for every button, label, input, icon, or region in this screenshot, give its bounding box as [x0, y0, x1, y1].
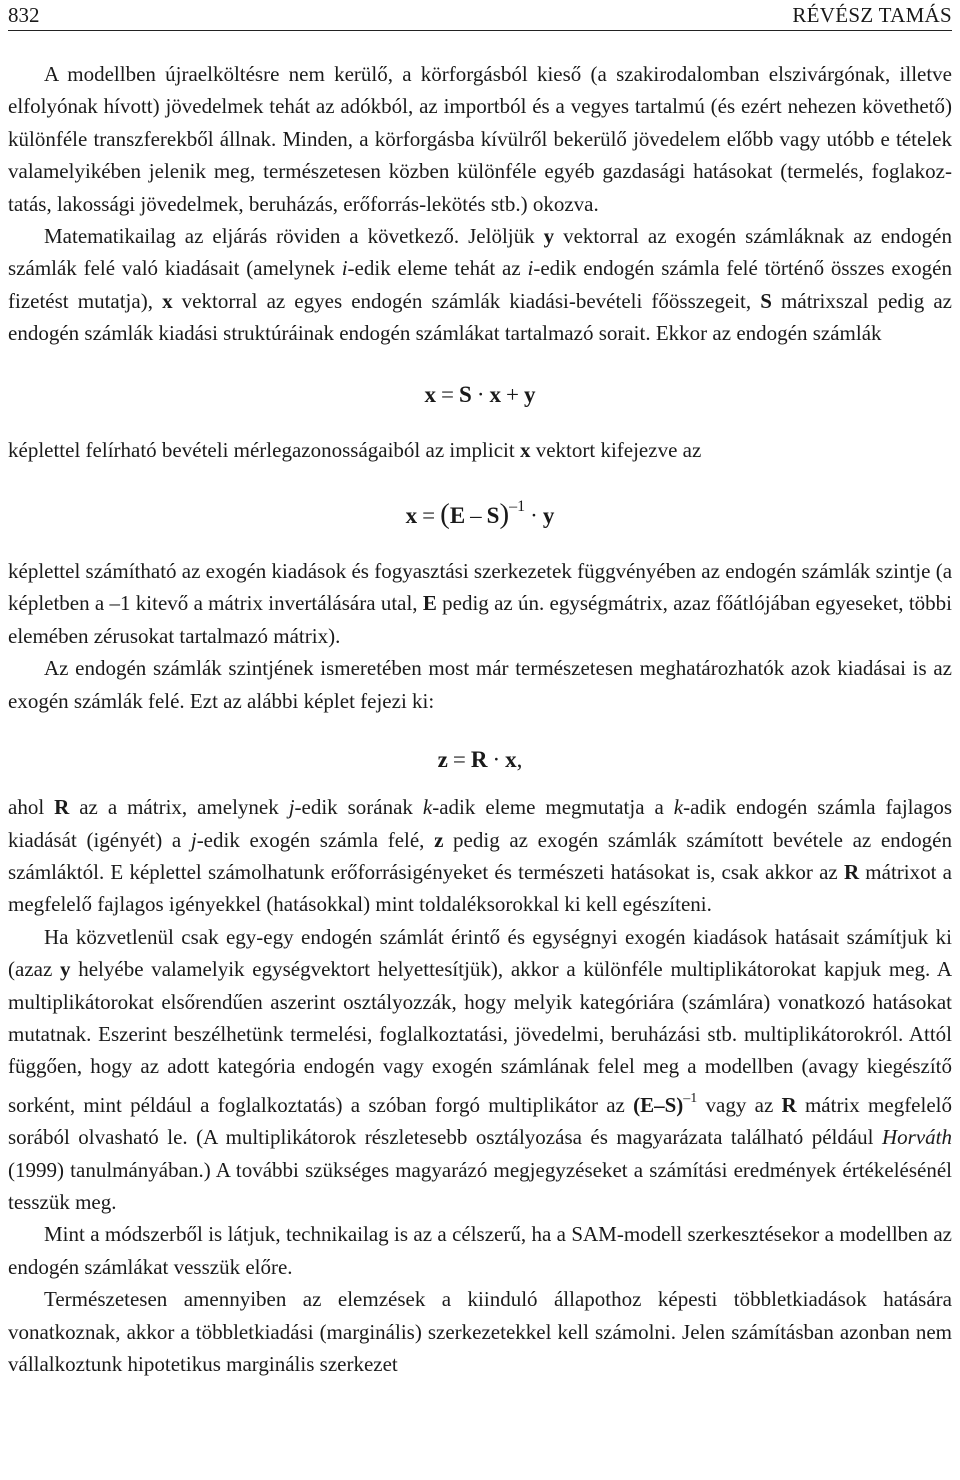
var-i: i	[341, 256, 348, 281]
paragraph-4: képlettel számítható az exogén kiadások és fogyasztási szerkezetek függvényében az endogén számlák szintje (a képletben a –1 kitevő a mátrix invertálására utal, E pedig az ún. egységmátrix, azaz főátlójában egyeseket, többi elemében zérusokat tartalmazó mátrix).	[8, 559, 953, 648]
paragraph-9: Természetesen amennyiben az elemzések a kiinduló állapothoz képesti többletkiadások hatására vonatkoznak, akkor a többletkiadási (marginális) szerkezetekkel kell számolni. Jelen számításban azonban nem vállalkoztunk hipotetikus marginális szerkezet	[8, 1287, 952, 1376]
paragraph-6: ahol R az a mátrix, amelynek j-edik sorának k-adik eleme megmutatja a k-adik endogén számla fajlagos kiadását (igényét) a j-edik exogén számla felé, z pedig az exogén számlák számított bevétele az endogén számláktól. E képlettel számolhatunk erőforrásigényeket és természeti hatásokat is, csak akkor az R mátrixot a megfelelő fajlagos igényekkel (hatásokkal) mint toldaléksorokkal ki kell egészíteni.	[8, 795, 952, 917]
equation-3: z = R · x,	[437, 747, 523, 773]
var-R: R	[843, 859, 860, 884]
var-x: x	[519, 437, 531, 462]
paragraph-2: Matematikailag az eljárás röviden a következő. Jelöljük y vektorral az exogén számláknak az endogén számlák felé való kiadásait (amelynek i-edik eleme tehát az i-edik endogén számla felé történő összes exogén fizetést mutatja), x vektorral az egyes endogén számlák kiadási-bevételi főösszegeit, S mátrixszal pedig az endogén számlák kiadási struktúráinak endogén számlákat tartalmazó sorait. Ekkor az endogén számlák	[8, 224, 953, 346]
cited-author: Horváth	[882, 1125, 952, 1150]
var-y: y	[60, 957, 71, 982]
var-R: R	[781, 1092, 797, 1117]
paragraph-7: Ha közvetlenül csak egy-egy endogén számlát érintő és egységnyi exogén kiadások hatásait számítjuk ki (azaz y helyébe valamelyik egységvektort helyettesítjük), akkor a különféle multiplikátorokat kapjuk meg. A multiplikátorokat elsőrendűen aszerint osztályozzák, hogy melyik kategóriára (számlára) vonatkozó hatásokat mutatnak. Eszerint beszélhetünk termelési, foglalkoztatási, jövedelmi, beruházási stb. multiplikátorokról. Attól függően, hogy az adott kategória endogén vagy exogén számlának felel meg a modellben (avagy kiegészítő sorként, mint például a foglalkoztatás) a szóban forgó multiplikátor az $(E-S)^{-1}$ vagy az R mátrix megfelelő sorából olvasható le. (A multiplikátorok részletesebb osztályozása és magyarázata található például Horváth (1999) tanulmányában.) A további szükséges magyarázó megjegyzéseket a számítási eredmények értékelésénél tesszük meg.	[8, 924, 952, 1214]
var-i: i	[527, 256, 534, 281]
var-S: S	[760, 288, 772, 313]
var-x: x	[162, 288, 173, 313]
paragraph-8: Mint a módszerből is látjuk, technikailag is az a célszerű, ha a SAM-modell szerkesztésekor a modellben az endogén számlákat vesszük előre.	[8, 1222, 952, 1279]
equation-1: x = S · x + y	[424, 381, 536, 407]
page-number: 832	[8, 3, 40, 27]
body-text	[8, 58, 952, 1380]
page-header	[8, 0, 952, 31]
matrix-E-minus-S: (E–S)	[633, 1092, 684, 1117]
paragraph-1: A modellben újraelköltésre nem kerülő, a körforgásból kieső (a szakirodalomban elszivárgónak, illetve elfolyónak hívott) jövedelmek tehát az adókból, az importból és a vegyes tartalmú (és ezért nehezen követhető) különféle transzferekből állnak. Minden, a körforgásba kívülről bekerülő jövedelem előbb vagy utóbb e tételek valamelyikében jelenik meg, természetesen közben különféle egyéb gazdasági hatásokat (termelés, foglakoztatás, lakossági jövedelmek, beruházás, erőforrás-lekötés stb.) okozva.	[8, 62, 952, 216]
paragraph-5: Az endogén számlák szintjének ismeretében most már természetesen meghatározhatók azok kiadásai is az exogén számlák felé. Ezt az alábbi képlet fejezi ki:	[8, 656, 952, 713]
equation-2: x = (E – S)$^{-1}$ · y	[405, 498, 555, 531]
var-E: E	[422, 591, 437, 616]
var-R: R	[54, 795, 70, 820]
var-y: y	[543, 224, 555, 249]
paragraph-3: képlettel felírható bevételi mérlegazonosságaiból az implicit x vektort kifejezve az	[8, 437, 702, 462]
var-z: z	[434, 827, 444, 852]
running-head: RÉVÉSZ TAMÁS	[792, 3, 952, 27]
